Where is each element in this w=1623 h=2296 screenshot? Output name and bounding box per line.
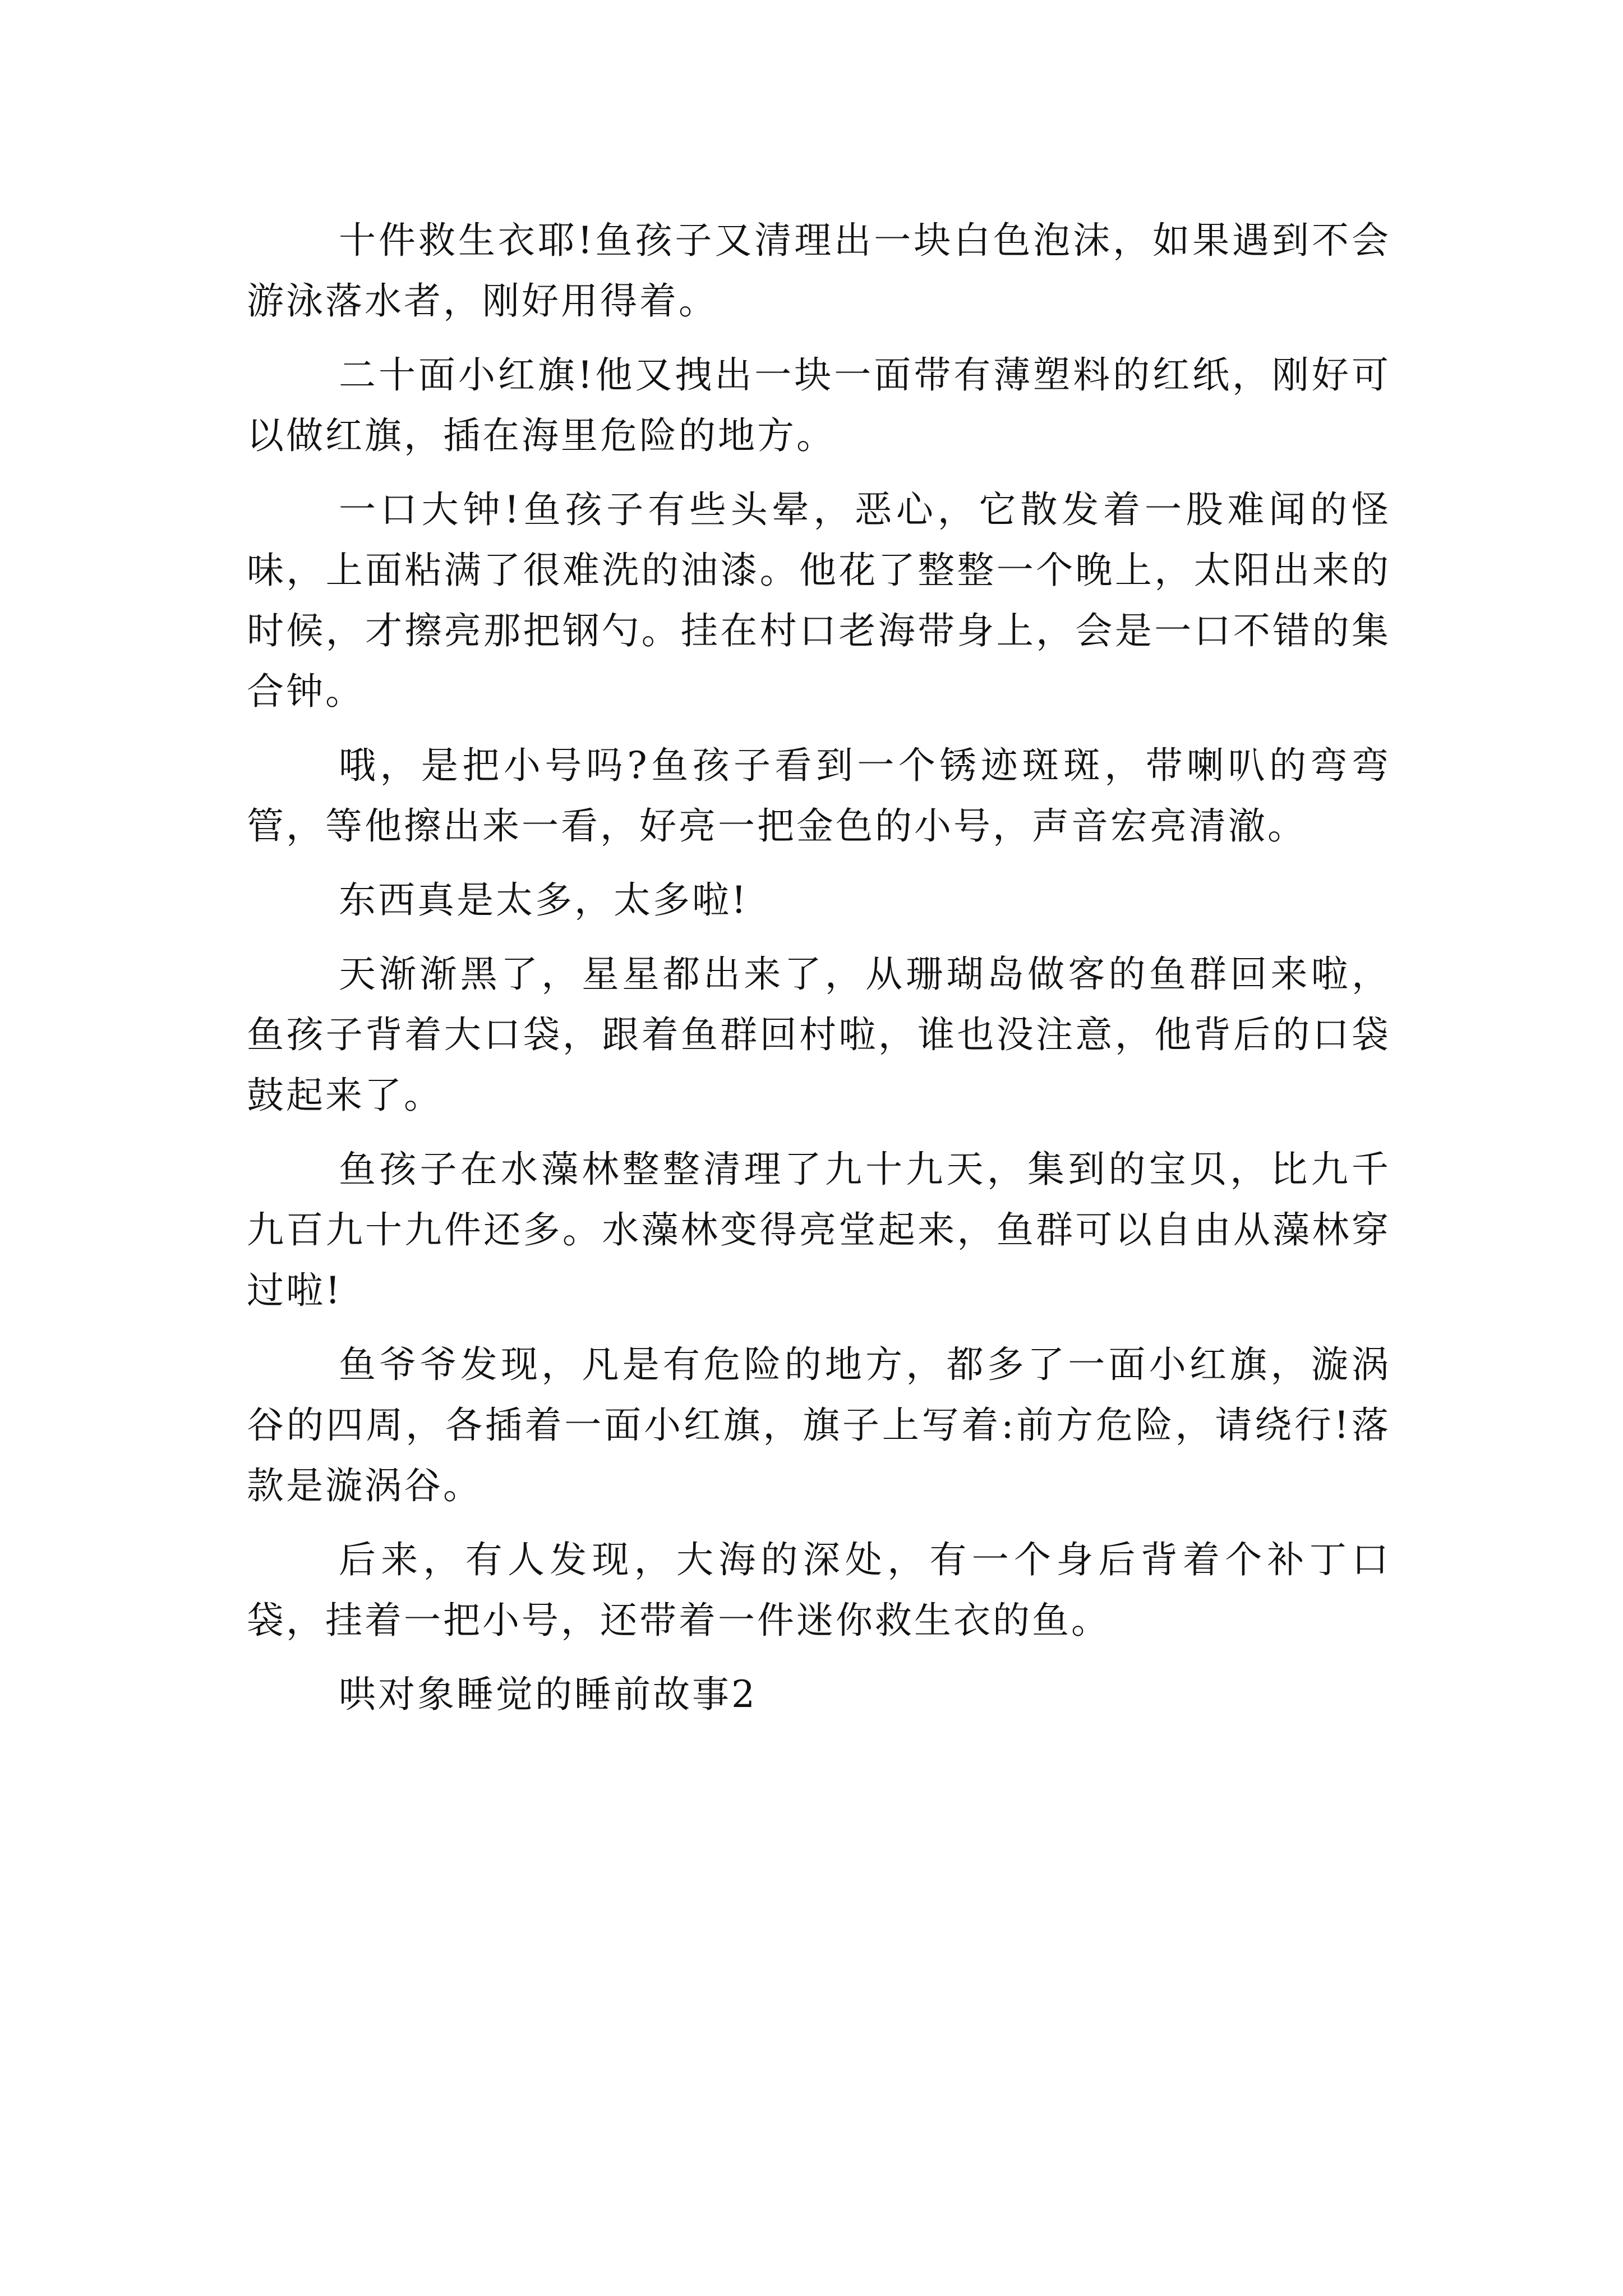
paragraph-big-bell: 一口大钟!鱼孩子有些头晕，恶心，它散发着一股难闻的怪味，上面粘满了很难洗的油漆。他花了整整一个晚上，太阳出来的时候，才擦亮那把钢勺。挂在村口老海带身上，会是一口不错的集合钟。 <box>247 488 1391 713</box>
section-heading: 哄对象睡觉的睡前故事2 <box>339 1673 757 1716</box>
paragraph-later: 后来，有人发现，大海的深处，有一个身后背着个补丁口袋，挂着一把小号，还带着一件迷你救生衣的鱼。 <box>247 1538 1391 1642</box>
paragraph-life-jackets: 十件救生衣耶!鱼孩子又清理出一块白色泡沫，如果遇到不会游泳落水者，刚好用得着。 <box>247 219 1391 323</box>
paragraph-grandpa-fish: 鱼爷爷发现，凡是有危险的地方，都多了一面小红旗，漩涡谷的四周，各插着一面小红旗，旗子上写着:前方危险，请绕行!落款是漩涡谷。 <box>247 1343 1391 1507</box>
paragraph-nightfall: 天渐渐黑了，星星都出来了，从珊瑚岛做客的鱼群回来啦，鱼孩子背着大口袋，跟着鱼群回村啦，谁也没注意，他背后的口袋鼓起来了。 <box>247 953 1391 1117</box>
paragraph-too-many: 东西真是太多，太多啦! <box>339 878 749 922</box>
paragraph-red-flags: 二十面小红旗!他又拽出一块一面带有薄塑料的红纸，刚好可以做红旗，插在海里危险的地方。 <box>247 353 1391 457</box>
document-body <box>247 210 1391 1725</box>
paragraph-trumpet: 哦，是把小号吗?鱼孩子看到一个锈迹斑斑，带喇叭的弯弯管，等他擦出来一看，好亮一把金色的小号，声音宏亮清澈。 <box>247 744 1391 848</box>
paragraph-ninety-nine-days: 鱼孩子在水藻林整整清理了九十九天，集到的宝贝，比九千九百九十九件还多。水藻林变得亮堂起来，鱼群可以自由从藻林穿过啦! <box>247 1148 1391 1312</box>
